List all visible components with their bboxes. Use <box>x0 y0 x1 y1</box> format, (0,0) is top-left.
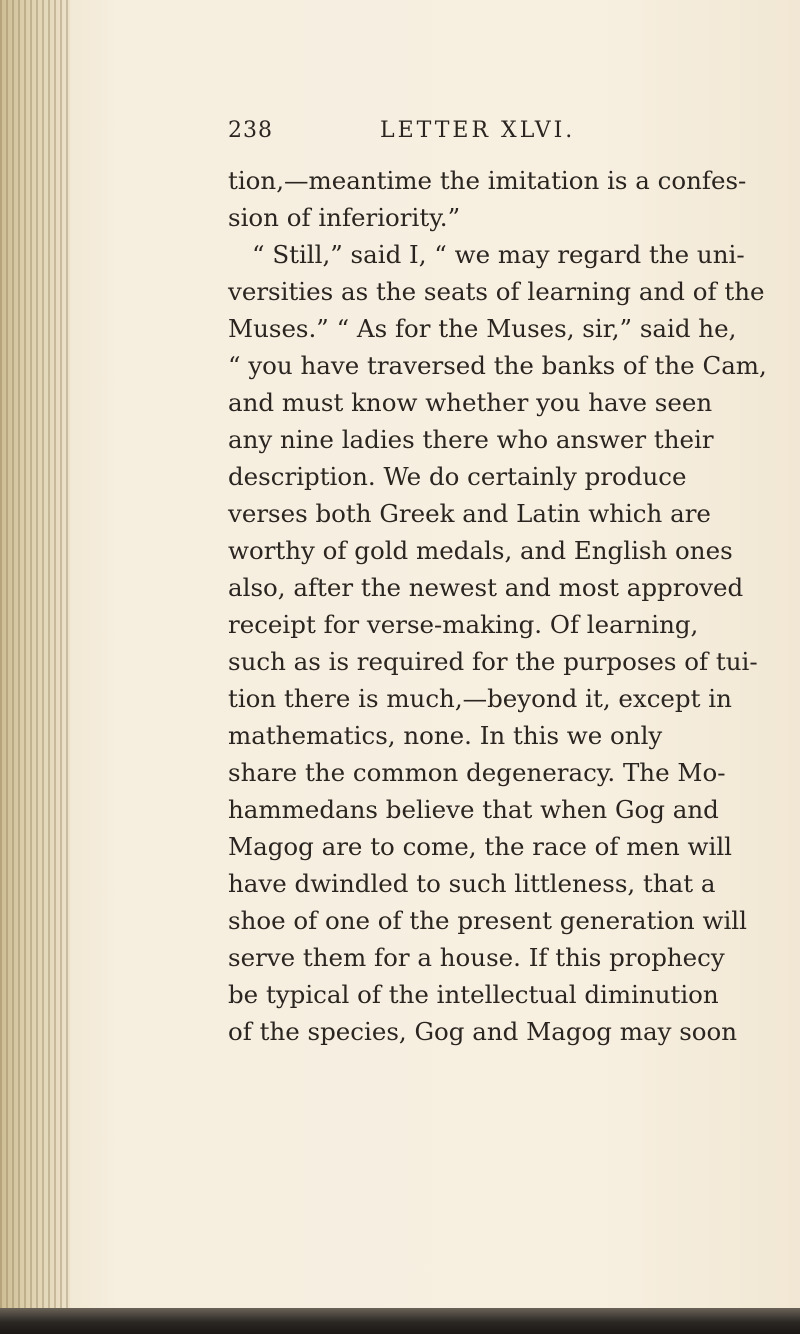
text-line: share the common degeneracy. The Mo- <box>228 758 726 787</box>
text-line: of the species, Gog and Magog may soon <box>228 1017 738 1046</box>
text-line: tion,—meantime the imitation is a confes- <box>228 166 747 195</box>
text-line: worthy of gold medals, and English ones <box>228 536 733 565</box>
text-line: versities as the seats of learning and of the <box>228 277 765 306</box>
running-head: LETTER XLVI. <box>380 118 576 143</box>
text-line: serve them for a house. If this prophecy <box>228 943 725 972</box>
text-line: sion of inferiority.” <box>228 203 461 232</box>
text-line: mathematics, none. In this we only <box>228 721 663 750</box>
text-line: tion there is much,—beyond it, except in <box>228 684 732 713</box>
page-gutter <box>0 0 70 1334</box>
text-line: have dwindled to such littleness, that a <box>228 869 716 898</box>
text-line: such as is required for the purposes of tui- <box>228 647 758 676</box>
text-line: Muses.” “ As for the Muses, sir,” said he, <box>228 314 737 343</box>
page-number: 238 <box>228 118 273 143</box>
text-line: Magog are to come, the race of men will <box>228 832 732 861</box>
text-line: hammedans believe that when Gog and <box>228 795 719 824</box>
text-line: any nine ladies there who answer their <box>228 425 714 454</box>
text-line: verses both Greek and Latin which are <box>228 499 711 528</box>
body-text <box>228 162 794 1050</box>
page-bottom-edge <box>0 1308 800 1334</box>
text-line: and must know whether you have seen <box>228 388 713 417</box>
text-line: be typical of the intellectual diminution <box>228 980 719 1009</box>
text-line: shoe of one of the present generation will <box>228 906 747 935</box>
text-line: “ you have traversed the banks of the Cam, <box>228 351 767 380</box>
text-line: also, after the newest and most approved <box>228 573 744 602</box>
text-line: description. We do certainly produce <box>228 462 687 491</box>
text-line: “ Still,” said I, “ we may regard the uni- <box>252 240 745 269</box>
text-line: receipt for verse-making. Of learning, <box>228 610 699 639</box>
page-header <box>228 118 608 148</box>
